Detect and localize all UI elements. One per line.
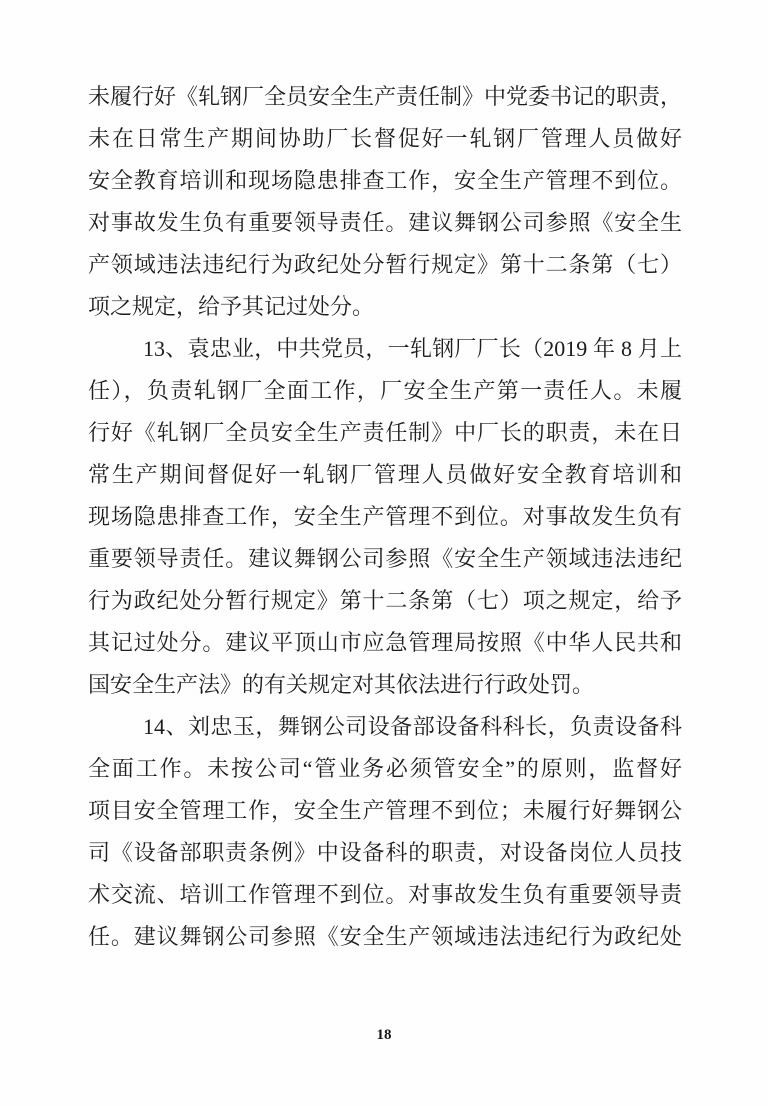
paragraph-item-14: [88, 706, 682, 958]
text-line: 常生产期间督促好一轧钢厂管理人员做好安全教育培训和: [88, 462, 682, 487]
text-line: 未在日常生产期间协助厂长督促好一轧钢厂管理人员做好: [88, 126, 682, 151]
text-line: 项之规定，给予其记过处分。: [88, 294, 375, 319]
text-line: 对事故发生负有重要领导责任。建议舞钢公司参照《安全生: [88, 210, 682, 235]
document-text-block: [88, 76, 682, 958]
text-line: 国安全生产法》的有关规定对其依法进行行政处罚。: [88, 672, 595, 697]
text-line: 行好《轧钢厂全员安全生产责任制》中厂长的职责，未在日: [88, 420, 682, 445]
text-line: 全面工作。未按公司“管业务必须管安全”的原则，监督好: [88, 756, 682, 781]
text-line: 现场隐患排查工作，安全生产管理不到位。对事故发生负有: [88, 504, 682, 529]
text-line: 产领域违法违纪行为政纪处分暂行规定》第十二条第（七）: [88, 252, 682, 277]
text-line: 任。建议舞钢公司参照《安全生产领域违法违纪行为政纪处: [88, 924, 682, 949]
text-line: 司《设备部职责条例》中设备科的职责，对设备岗位人员技: [88, 840, 682, 865]
page-number: 18: [376, 1027, 392, 1043]
text-line: 其记过处分。建议平顶山市应急管理局按照《中华人民共和: [88, 630, 682, 655]
paragraph-item-13: [88, 328, 682, 706]
paragraph-12-continuation: [88, 76, 682, 328]
text-line: 重要领导责任。建议舞钢公司参照《安全生产领域违法违纪: [88, 546, 682, 571]
text-line: 安全教育培训和现场隐患排查工作，安全生产管理不到位。: [88, 168, 682, 193]
text-line: 术交流、培训工作管理不到位。对事故发生负有重要领导责: [88, 882, 682, 907]
text-line: 项目安全管理工作，安全生产管理不到位；未履行好舞钢公: [88, 798, 682, 823]
text-line: 13、袁忠业，中共党员，一轧钢厂厂长（2019 年 8 月上: [143, 336, 682, 361]
text-line: 14、刘忠玉，舞钢公司设备部设备科科长，负责设备科: [143, 714, 682, 739]
text-line: 未履行好《轧钢厂全员安全生产责任制》中党委书记的职责，: [88, 84, 683, 109]
text-line: 任），负责轧钢厂全面工作，厂安全生产第一责任人。未履: [88, 378, 682, 403]
text-line: 行为政纪处分暂行规定》第十二条第（七）项之规定，给予: [88, 588, 682, 613]
